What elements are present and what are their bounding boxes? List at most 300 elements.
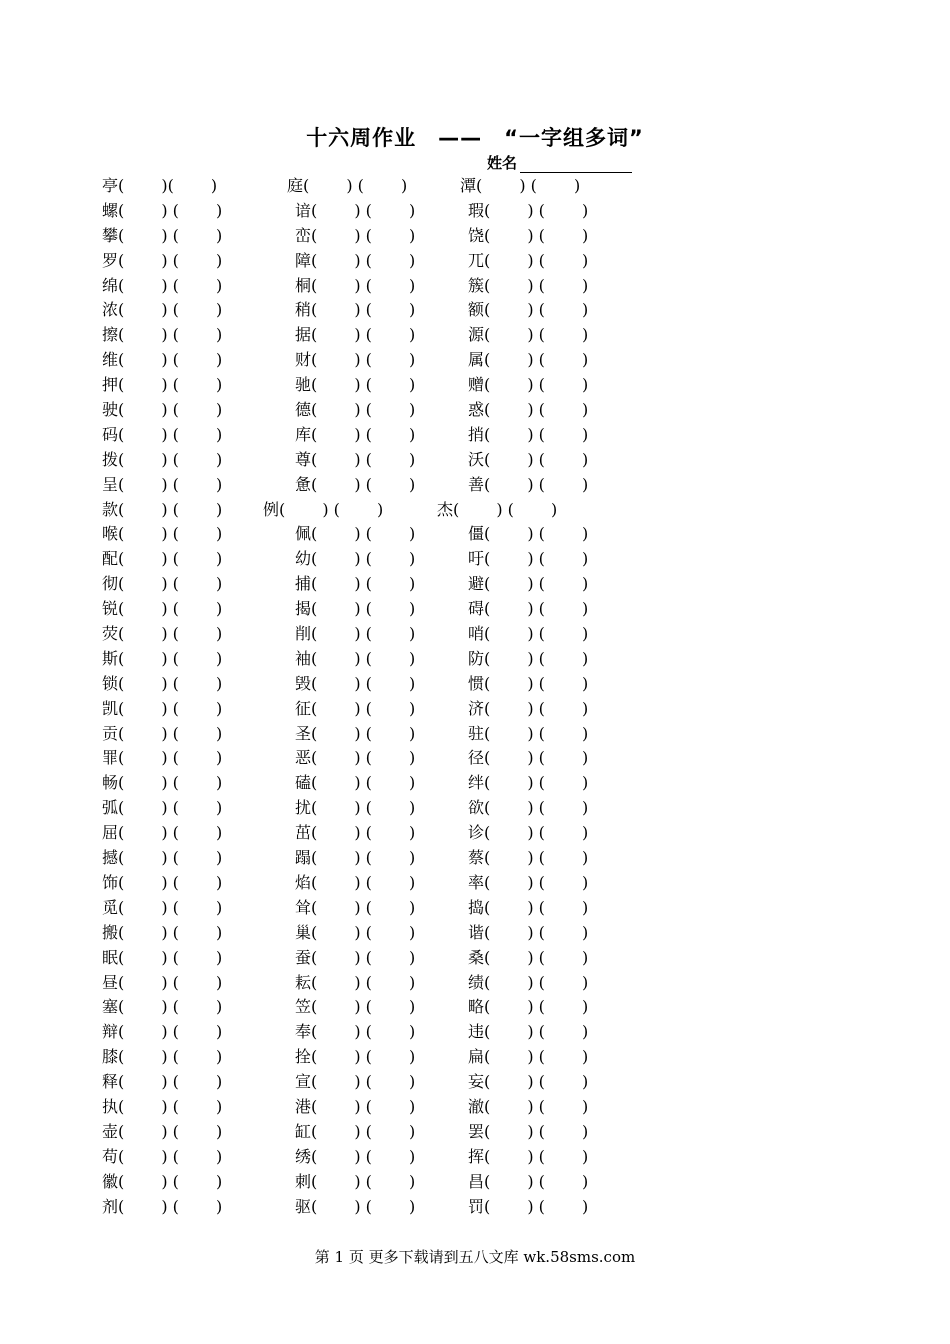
- answer-blanks[interactable]: ( ) ( ): [484, 848, 589, 868]
- answer-blanks[interactable]: ( ) ( ): [311, 897, 416, 917]
- char-entry: [102, 572, 222, 597]
- char-entry: [468, 423, 588, 448]
- character: 绣: [295, 1146, 312, 1166]
- char-entry: [102, 647, 222, 672]
- char-entry: [468, 1195, 588, 1220]
- character: 押: [102, 375, 119, 395]
- character: 辩: [102, 1022, 119, 1042]
- char-entry: [468, 971, 588, 996]
- answer-blanks[interactable]: ( ) ( ): [311, 1022, 416, 1042]
- char-entry: [102, 1195, 222, 1220]
- answer-blanks[interactable]: ( ) ( ): [484, 698, 589, 718]
- exercise-row: [0, 224, 950, 249]
- exercise-row: [0, 1120, 950, 1145]
- character: 宣: [295, 1072, 312, 1092]
- answer-blanks[interactable]: ( ) ( ): [118, 698, 223, 718]
- char-entry: [295, 199, 415, 224]
- char-entry: [102, 423, 222, 448]
- char-entry: [468, 448, 588, 473]
- answer-blanks[interactable]: ( ) ( ): [118, 275, 223, 295]
- char-entry: [102, 746, 222, 771]
- character: 扁: [468, 1047, 485, 1067]
- character: 徽: [102, 1171, 119, 1191]
- character: 惑: [468, 400, 485, 420]
- character: 驶: [102, 400, 119, 420]
- answer-blanks[interactable]: ( ) ( ): [118, 449, 223, 469]
- answer-blanks[interactable]: ( ) ( ): [484, 225, 589, 245]
- answer-blanks[interactable]: ( ) ( ): [484, 250, 589, 270]
- answer-blanks[interactable]: ( ) ( ): [484, 1146, 589, 1166]
- answer-blanks[interactable]: ( ) ( ): [118, 225, 223, 245]
- answer-blanks[interactable]: ( ) ( ): [311, 350, 416, 370]
- answer-blanks[interactable]: ( ) ( ): [118, 1096, 223, 1116]
- character: 额: [468, 300, 485, 320]
- answer-blanks[interactable]: ( ) ( ): [311, 250, 416, 270]
- char-entry: [468, 199, 588, 224]
- answer-blanks[interactable]: ( ) ( ): [484, 1096, 589, 1116]
- character: 彻: [102, 574, 119, 594]
- answer-blanks[interactable]: ( ) ( ): [311, 225, 416, 245]
- character: 蚕: [295, 947, 312, 967]
- character: 避: [468, 574, 485, 594]
- char-entry: [295, 746, 415, 771]
- exercise-row: [0, 946, 950, 971]
- answer-blanks[interactable]: ( ) ( ): [118, 823, 223, 843]
- name-blank-line[interactable]: [520, 156, 632, 173]
- answer-blanks[interactable]: ( ) ( ): [118, 300, 223, 320]
- answer-blanks[interactable]: ( ) ( ): [118, 1171, 223, 1191]
- char-entry: [102, 1095, 222, 1120]
- answer-blanks[interactable]: ( ) ( ): [311, 1121, 416, 1141]
- character: 缸: [295, 1121, 312, 1141]
- answer-blanks[interactable]: ( ) ( ): [118, 723, 223, 743]
- character: 绵: [102, 275, 119, 295]
- char-entry: [468, 473, 588, 498]
- answer-blanks[interactable]: ( ) ( ): [453, 499, 558, 519]
- exercise-row: [0, 971, 950, 996]
- char-entry: [468, 373, 588, 398]
- answer-blanks[interactable]: ( ) ( ): [484, 947, 589, 967]
- char-entry: [295, 597, 415, 622]
- char-entry: [102, 348, 222, 373]
- answer-blanks[interactable]: ( ) ( ): [311, 922, 416, 942]
- char-entry: [295, 647, 415, 672]
- answer-blanks[interactable]: ( ) ( ): [311, 200, 416, 220]
- answer-blanks[interactable]: ( ) ( ): [118, 947, 223, 967]
- char-entry: [295, 1170, 415, 1195]
- character: 驱: [295, 1196, 312, 1216]
- answer-blanks[interactable]: ( ) ( ): [118, 200, 223, 220]
- character: 桑: [468, 947, 485, 967]
- char-entry: [468, 348, 588, 373]
- character: 屈: [102, 823, 119, 843]
- answer-blanks[interactable]: ( ) ( ): [484, 350, 589, 370]
- answer-blanks[interactable]: ( ) ( ): [484, 599, 589, 619]
- name-label: 姓名: [487, 154, 518, 172]
- answer-blanks[interactable]: ( ) ( ): [484, 673, 589, 693]
- character: 桐: [295, 275, 312, 295]
- char-entry: [102, 946, 222, 971]
- char-entry: [102, 1020, 222, 1045]
- answer-blanks[interactable]: ( ) ( ): [311, 275, 416, 295]
- character: 赠: [468, 375, 485, 395]
- answer-blanks[interactable]: ( ) ( ): [118, 350, 223, 370]
- answer-blanks[interactable]: ( )( ): [118, 176, 218, 195]
- answer-blanks[interactable]: ( ) ( ): [311, 549, 416, 569]
- char-entry: [468, 921, 588, 946]
- char-entry: [295, 1195, 415, 1220]
- exercise-row: [0, 1195, 950, 1220]
- character: 荧: [102, 624, 119, 644]
- char-entry: [468, 846, 588, 871]
- answer-blanks[interactable]: ( ) ( ): [118, 1022, 223, 1042]
- char-entry: [263, 498, 383, 523]
- char-entry: [102, 498, 222, 523]
- answer-blanks[interactable]: ( ) ( ): [118, 673, 223, 693]
- answer-blanks[interactable]: ( ) ( ): [311, 375, 416, 395]
- answer-blanks[interactable]: ( ) ( ): [118, 872, 223, 892]
- char-entry: [468, 224, 588, 249]
- exercise-row: [0, 647, 950, 672]
- answer-blanks[interactable]: ( ) ( ): [484, 1121, 589, 1141]
- char-entry: [468, 1170, 588, 1195]
- character: 善: [468, 474, 485, 494]
- answer-blanks[interactable]: ( ) ( ): [484, 972, 589, 992]
- answer-blanks[interactable]: ( ) ( ): [484, 1022, 589, 1042]
- character: 凯: [102, 698, 119, 718]
- character: 笠: [295, 997, 312, 1017]
- answer-blanks[interactable]: ( ) ( ): [118, 574, 223, 594]
- answer-blanks[interactable]: ( ) ( ): [311, 673, 416, 693]
- answer-blanks[interactable]: ( ) ( ): [311, 997, 416, 1017]
- answer-blanks[interactable]: ( ) ( ): [311, 400, 416, 420]
- answer-blanks[interactable]: ( ) ( ): [311, 748, 416, 768]
- character: 袖: [295, 648, 312, 668]
- char-entry: [295, 398, 415, 423]
- exercise-row: [0, 1020, 950, 1045]
- answer-blanks[interactable]: ( ) ( ): [118, 848, 223, 868]
- answer-blanks[interactable]: ( ) ( ): [311, 424, 416, 444]
- answer-blanks[interactable]: ( ) ( ): [118, 499, 223, 519]
- answer-blanks[interactable]: ( ) ( ): [303, 176, 408, 195]
- char-entry: [295, 1095, 415, 1120]
- exercise-row: [0, 846, 950, 871]
- char-entry: [295, 373, 415, 398]
- char-entry: [102, 697, 222, 722]
- char-entry: [295, 921, 415, 946]
- answer-blanks[interactable]: ( ) ( ): [311, 698, 416, 718]
- answer-blanks[interactable]: ( ) ( ): [484, 748, 589, 768]
- character: 征: [295, 698, 312, 718]
- answer-blanks[interactable]: ( ) ( ): [311, 1047, 416, 1067]
- char-entry: [102, 1145, 222, 1170]
- answer-blanks[interactable]: ( ) ( ): [311, 624, 416, 644]
- page-title: 十六周作业 —— “一字组多词”: [306, 126, 644, 150]
- exercise-row: [0, 1095, 950, 1120]
- answer-blanks[interactable]: ( ) ( ): [484, 872, 589, 892]
- answer-blanks[interactable]: ( ) ( ): [118, 599, 223, 619]
- answer-blanks[interactable]: ( ) ( ): [118, 897, 223, 917]
- char-entry: [468, 647, 588, 672]
- char-entry: [468, 249, 588, 274]
- char-entry: [460, 174, 580, 199]
- answer-blanks[interactable]: ( ) ( ): [484, 773, 589, 793]
- char-entry: [295, 821, 415, 846]
- char-entry: [295, 697, 415, 722]
- exercise-row: [0, 697, 950, 722]
- character: 耘: [295, 972, 312, 992]
- answer-blanks[interactable]: ( ) ( ): [484, 474, 589, 494]
- answer-blanks[interactable]: ( ) ( ): [311, 648, 416, 668]
- character: 率: [468, 872, 485, 892]
- character: 欲: [468, 798, 485, 818]
- char-entry: [295, 672, 415, 697]
- char-entry: [468, 1045, 588, 1070]
- character: 配: [102, 549, 119, 569]
- answer-blanks[interactable]: ( ) ( ): [311, 1096, 416, 1116]
- char-entry: [468, 1120, 588, 1145]
- char-entry: [102, 249, 222, 274]
- char-entry: [295, 846, 415, 871]
- exercise-row: [0, 672, 950, 697]
- answer-blanks[interactable]: ( ) ( ): [118, 1146, 223, 1166]
- char-entry: [295, 946, 415, 971]
- answer-blanks[interactable]: ( ) ( ): [311, 599, 416, 619]
- answer-blanks[interactable]: ( ) ( ): [484, 400, 589, 420]
- answer-blanks[interactable]: ( ) ( ): [484, 1196, 589, 1216]
- character: 款: [102, 499, 119, 519]
- exercise-row: [0, 473, 950, 498]
- answer-blanks[interactable]: ( ) ( ): [484, 449, 589, 469]
- character: 斯: [102, 648, 119, 668]
- char-entry: [102, 398, 222, 423]
- character: 尊: [295, 449, 312, 469]
- character: 谐: [468, 922, 485, 942]
- char-entry: [468, 1070, 588, 1095]
- char-entry: [468, 672, 588, 697]
- character: 贡: [102, 723, 119, 743]
- char-entry: [102, 174, 217, 199]
- answer-blanks[interactable]: ( ) ( ): [311, 972, 416, 992]
- answer-blanks[interactable]: ( ) ( ): [118, 997, 223, 1017]
- char-entry: [468, 323, 588, 348]
- answer-blanks[interactable]: ( ) ( ): [118, 474, 223, 494]
- character: 擦: [102, 325, 119, 345]
- char-entry: [102, 597, 222, 622]
- character: 略: [468, 997, 485, 1017]
- char-entry: [295, 771, 415, 796]
- answer-blanks[interactable]: ( ) ( ): [311, 848, 416, 868]
- answer-blanks[interactable]: ( ) ( ): [118, 972, 223, 992]
- answer-blanks[interactable]: ( ) ( ): [311, 1196, 416, 1216]
- char-entry: [102, 323, 222, 348]
- character: 畅: [102, 773, 119, 793]
- character: 惯: [468, 673, 485, 693]
- answer-blanks[interactable]: ( ) ( ): [484, 200, 589, 220]
- answer-blanks[interactable]: ( ) ( ): [311, 872, 416, 892]
- character: 杰: [437, 499, 454, 519]
- answer-blanks[interactable]: ( ) ( ): [311, 300, 416, 320]
- character: 维: [102, 350, 119, 370]
- answer-blanks[interactable]: ( ) ( ): [118, 424, 223, 444]
- answer-blanks[interactable]: ( ) ( ): [484, 375, 589, 395]
- answer-blanks[interactable]: ( ) ( ): [484, 1047, 589, 1067]
- answer-blanks[interactable]: ( ) ( ): [484, 723, 589, 743]
- char-entry: [295, 522, 415, 547]
- answer-blanks[interactable]: ( ) ( ): [118, 1121, 223, 1141]
- answer-blanks[interactable]: ( ) ( ): [118, 648, 223, 668]
- character: 眠: [102, 947, 119, 967]
- character: 绊: [468, 773, 485, 793]
- answer-blanks[interactable]: ( ) ( ): [484, 275, 589, 295]
- char-entry: [468, 995, 588, 1020]
- answer-blanks[interactable]: ( ) ( ): [118, 250, 223, 270]
- answer-blanks[interactable]: ( ) ( ): [118, 773, 223, 793]
- answer-blanks[interactable]: ( ) ( ): [311, 574, 416, 594]
- answer-blanks[interactable]: ( ) ( ): [484, 325, 589, 345]
- answer-blanks[interactable]: ( ) ( ): [118, 400, 223, 420]
- answer-blanks[interactable]: ( ) ( ): [484, 524, 589, 544]
- answer-blanks[interactable]: ( ) ( ): [484, 922, 589, 942]
- name-field: [487, 152, 632, 173]
- character: 庭: [287, 176, 304, 195]
- answer-blanks[interactable]: ( ) ( ): [476, 176, 581, 195]
- answer-blanks[interactable]: ( ) ( ): [118, 1072, 223, 1092]
- answer-blanks[interactable]: ( ) ( ): [484, 997, 589, 1017]
- character: 罪: [102, 748, 119, 768]
- exercise-row: [0, 746, 950, 771]
- answer-blanks[interactable]: ( ) ( ): [484, 1171, 589, 1191]
- answer-blanks[interactable]: ( ) ( ): [484, 897, 589, 917]
- character: 罚: [468, 1196, 485, 1216]
- answer-blanks[interactable]: ( ) ( ): [311, 773, 416, 793]
- exercise-row: [0, 298, 950, 323]
- character: 绩: [468, 972, 485, 992]
- answer-blanks[interactable]: ( ) ( ): [484, 1072, 589, 1092]
- answer-blanks[interactable]: ( ) ( ): [311, 474, 416, 494]
- answer-blanks[interactable]: ( ) ( ): [484, 823, 589, 843]
- answer-blanks[interactable]: ( ) ( ): [311, 798, 416, 818]
- char-entry: [437, 498, 557, 523]
- character: 弧: [102, 798, 119, 818]
- answer-blanks[interactable]: ( ) ( ): [484, 300, 589, 320]
- exercise-row: [0, 323, 950, 348]
- answer-blanks[interactable]: ( ) ( ): [311, 449, 416, 469]
- char-entry: [295, 1145, 415, 1170]
- exercise-row: [0, 547, 950, 572]
- char-entry: [295, 1045, 415, 1070]
- char-entry: [468, 722, 588, 747]
- answer-blanks[interactable]: ( ) ( ): [118, 922, 223, 942]
- exercise-row: [0, 871, 950, 896]
- answer-blanks[interactable]: ( ) ( ): [311, 823, 416, 843]
- exercise-row: [0, 249, 950, 274]
- character: 诊: [468, 823, 485, 843]
- answer-blanks[interactable]: ( ) ( ): [484, 424, 589, 444]
- answer-blanks[interactable]: ( ) ( ): [484, 574, 589, 594]
- character: 库: [295, 424, 312, 444]
- character: 沃: [468, 449, 485, 469]
- answer-blanks[interactable]: ( ) ( ): [118, 1196, 223, 1216]
- char-entry: [102, 722, 222, 747]
- character: 塞: [102, 997, 119, 1017]
- exercise-row: [0, 423, 950, 448]
- char-entry: [295, 722, 415, 747]
- char-entry: [102, 796, 222, 821]
- exercise-row: [0, 722, 950, 747]
- char-entry: [295, 572, 415, 597]
- character: 源: [468, 325, 485, 345]
- character: 德: [295, 400, 312, 420]
- answer-blanks[interactable]: ( ) ( ): [118, 375, 223, 395]
- answer-blanks[interactable]: ( ) ( ): [311, 1072, 416, 1092]
- char-entry: [468, 398, 588, 423]
- character: 哨: [468, 624, 485, 644]
- answer-blanks[interactable]: ( ) ( ): [118, 325, 223, 345]
- char-entry: [468, 796, 588, 821]
- answer-blanks[interactable]: ( ) ( ): [118, 1047, 223, 1067]
- character: 吁: [468, 549, 485, 569]
- char-entry: [295, 448, 415, 473]
- answer-blanks[interactable]: ( ) ( ): [118, 624, 223, 644]
- answer-blanks[interactable]: ( ) ( ): [311, 1146, 416, 1166]
- character: 攀: [102, 225, 119, 245]
- char-entry: [102, 921, 222, 946]
- char-entry: [468, 522, 588, 547]
- answer-blanks[interactable]: ( ) ( ): [311, 947, 416, 967]
- char-entry: [295, 473, 415, 498]
- char-entry: [102, 274, 222, 299]
- answer-blanks[interactable]: ( ) ( ): [118, 549, 223, 569]
- character: 驰: [295, 375, 312, 395]
- answer-blanks[interactable]: ( ) ( ): [484, 549, 589, 569]
- character: 拨: [102, 449, 119, 469]
- answer-blanks[interactable]: ( ) ( ): [311, 325, 416, 345]
- char-entry: [295, 871, 415, 896]
- character: 释: [102, 1072, 119, 1092]
- exercise-row: [0, 771, 950, 796]
- answer-blanks[interactable]: ( ) ( ): [279, 499, 384, 519]
- page-footer: 第 1 页 更多下载请到五八文库 wk.58sms.com: [314, 1248, 636, 1266]
- character: 碍: [468, 599, 485, 619]
- exercise-grid: [0, 174, 950, 1219]
- character: 例: [263, 499, 280, 519]
- char-entry: [102, 373, 222, 398]
- char-entry: [102, 448, 222, 473]
- character: 揭: [295, 599, 312, 619]
- character: 罢: [468, 1121, 485, 1141]
- answer-blanks[interactable]: ( ) ( ): [118, 524, 223, 544]
- char-entry: [295, 622, 415, 647]
- char-entry: [468, 1020, 588, 1045]
- exercise-row: [0, 522, 950, 547]
- answer-blanks[interactable]: ( ) ( ): [118, 798, 223, 818]
- answer-blanks[interactable]: ( ) ( ): [311, 1171, 416, 1191]
- exercise-row: [0, 348, 950, 373]
- answer-blanks[interactable]: ( ) ( ): [118, 748, 223, 768]
- answer-blanks[interactable]: ( ) ( ): [484, 648, 589, 668]
- char-entry: [295, 971, 415, 996]
- answer-blanks[interactable]: ( ) ( ): [484, 798, 589, 818]
- answer-blanks[interactable]: ( ) ( ): [484, 624, 589, 644]
- char-entry: [468, 622, 588, 647]
- answer-blanks[interactable]: ( ) ( ): [311, 524, 416, 544]
- answer-blanks[interactable]: ( ) ( ): [311, 723, 416, 743]
- character: 僵: [468, 524, 485, 544]
- char-entry: [102, 995, 222, 1020]
- character: 捕: [295, 574, 312, 594]
- character: 茁: [295, 823, 312, 843]
